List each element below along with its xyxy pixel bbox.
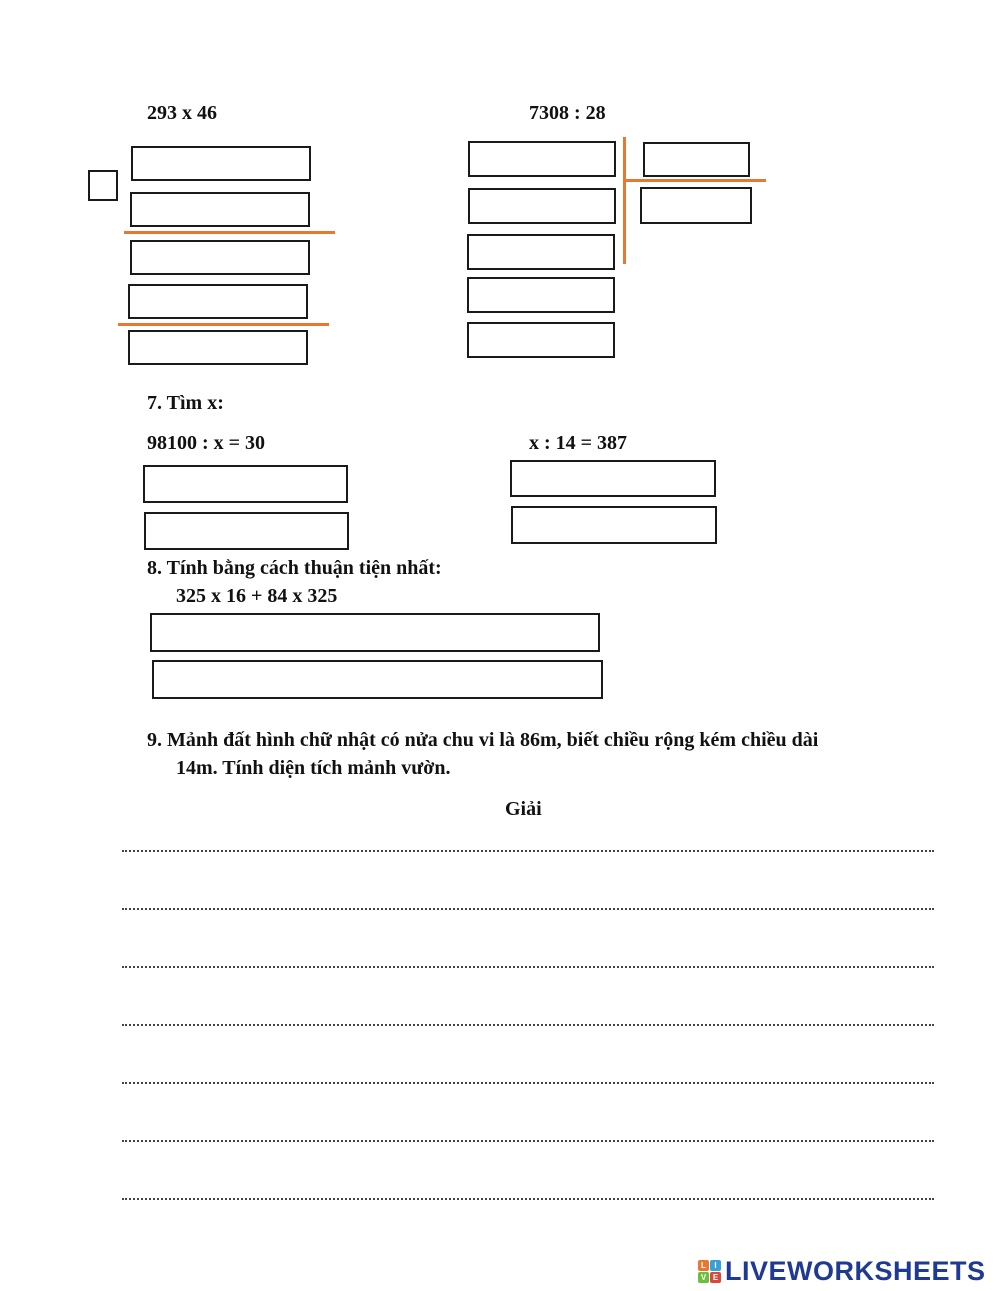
- division-problem: 7308 : 28: [529, 102, 606, 124]
- logo-letter-v: V: [698, 1272, 709, 1283]
- convenient-calc-box-1[interactable]: [150, 613, 600, 652]
- section-9-problem-line-1: 9. Mảnh đất hình chữ nhật có nửa chu vi là 86m, biết chiều rộng kém chiều dài: [147, 729, 819, 751]
- right-equation: x : 14 = 387: [529, 432, 628, 454]
- multiplication-problem: 293 x 46: [147, 102, 217, 124]
- left-equation: 98100 : x = 30: [147, 432, 266, 454]
- div-work-box-2[interactable]: [468, 188, 616, 224]
- answer-line-4[interactable]: [122, 1024, 934, 1026]
- answer-line-5[interactable]: [122, 1082, 934, 1084]
- mult-answer-box-1[interactable]: [131, 146, 311, 181]
- find-x-left-box-2[interactable]: [144, 512, 349, 550]
- find-x-left-box-1[interactable]: [143, 465, 348, 503]
- section-8-expression: 325 x 16 + 84 x 325: [176, 585, 338, 607]
- liveworksheets-logo: [698, 1256, 986, 1286]
- solution-label: Giải: [505, 798, 542, 820]
- section-7-heading: 7. Tìm x:: [147, 392, 224, 414]
- mult-answer-box-3[interactable]: [130, 240, 310, 275]
- mult-answer-box-5[interactable]: [128, 330, 308, 365]
- answer-line-6[interactable]: [122, 1140, 934, 1142]
- division-vertical-line: [623, 137, 626, 264]
- liveworksheets-logo-text: LIVEWORKSHEETS: [725, 1256, 986, 1286]
- mult-answer-box-4[interactable]: [128, 284, 308, 319]
- div-work-box-5[interactable]: [467, 322, 615, 358]
- find-x-right-box-2[interactable]: [511, 506, 717, 544]
- div-work-box-3[interactable]: [467, 234, 615, 270]
- mult-answer-box-2[interactable]: [130, 192, 310, 227]
- answer-line-2[interactable]: [122, 908, 934, 910]
- logo-letter-e: E: [710, 1272, 721, 1283]
- division-horizontal-line: [625, 179, 766, 182]
- logo-letter-l: L: [698, 1260, 709, 1271]
- mult-separator-line-1: [124, 231, 335, 234]
- mult-separator-line-2: [118, 323, 329, 326]
- div-work-box-1[interactable]: [468, 141, 616, 177]
- divisor-box[interactable]: [643, 142, 750, 177]
- liveworksheets-logo-icon: [698, 1260, 721, 1283]
- answer-line-3[interactable]: [122, 966, 934, 968]
- convenient-calc-box-2[interactable]: [152, 660, 603, 699]
- find-x-right-box-1[interactable]: [510, 460, 716, 497]
- answer-line-1[interactable]: [122, 850, 934, 852]
- logo-letter-i: I: [710, 1260, 721, 1271]
- quotient-box[interactable]: [640, 187, 752, 224]
- section-9-problem-line-2: 14m. Tính diện tích mảnh vườn.: [176, 757, 451, 779]
- div-work-box-4[interactable]: [467, 277, 615, 313]
- section-8-heading: 8. Tính bằng cách thuận tiện nhất:: [147, 557, 442, 579]
- answer-line-7[interactable]: [122, 1198, 934, 1200]
- carry-input[interactable]: [88, 170, 118, 201]
